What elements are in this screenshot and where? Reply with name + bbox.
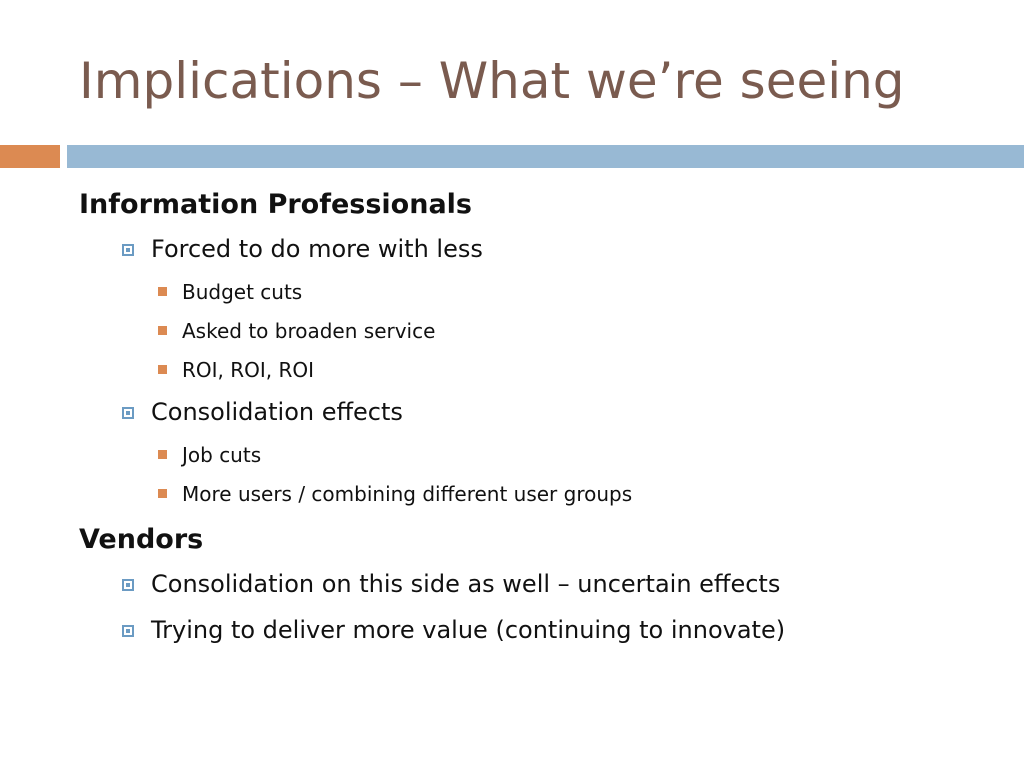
list-item-text: Consolidation on this side as well – uncertain effects <box>151 570 781 598</box>
list-item <box>79 390 1009 436</box>
filled-square-bullet-icon <box>158 365 167 374</box>
sub-list-item <box>79 273 1009 312</box>
square-bullet-icon <box>122 625 134 637</box>
sub-list-item <box>79 475 1009 514</box>
square-bullet-icon <box>122 244 134 256</box>
square-bullet-icon <box>122 579 134 591</box>
filled-square-bullet-icon <box>158 489 167 498</box>
section-heading-information-professionals: Information Professionals <box>79 189 472 220</box>
square-bullet-icon <box>122 407 134 419</box>
filled-square-bullet-icon <box>158 450 167 459</box>
list-item <box>79 227 1009 273</box>
title-divider-band <box>67 145 1024 168</box>
list-item <box>79 608 1009 654</box>
list-item-text: Trying to deliver more value (continuing to innovate) <box>151 616 786 644</box>
accent-bar <box>0 145 60 168</box>
filled-square-bullet-icon <box>158 287 167 296</box>
list-item-text: Forced to do more with less <box>151 235 483 263</box>
list-item <box>79 562 1009 608</box>
sub-list-item <box>79 351 1009 390</box>
sub-list-item-text: ROI, ROI, ROI <box>182 358 315 382</box>
slide-content <box>79 185 1009 654</box>
sub-list-item <box>79 436 1009 475</box>
filled-square-bullet-icon <box>158 326 167 335</box>
sub-list-item <box>79 312 1009 351</box>
sub-list-item-text: Asked to broaden service <box>182 319 436 343</box>
sub-list-item-text: Budget cuts <box>182 280 303 304</box>
list-item-text: Consolidation effects <box>151 398 403 426</box>
slide-title: Implications – What we’re seeing <box>79 52 905 110</box>
sub-list-item-text: More users / combining different user groups <box>182 482 633 506</box>
sub-list-item-text: Job cuts <box>182 443 262 467</box>
section-heading-vendors: Vendors <box>79 524 204 555</box>
